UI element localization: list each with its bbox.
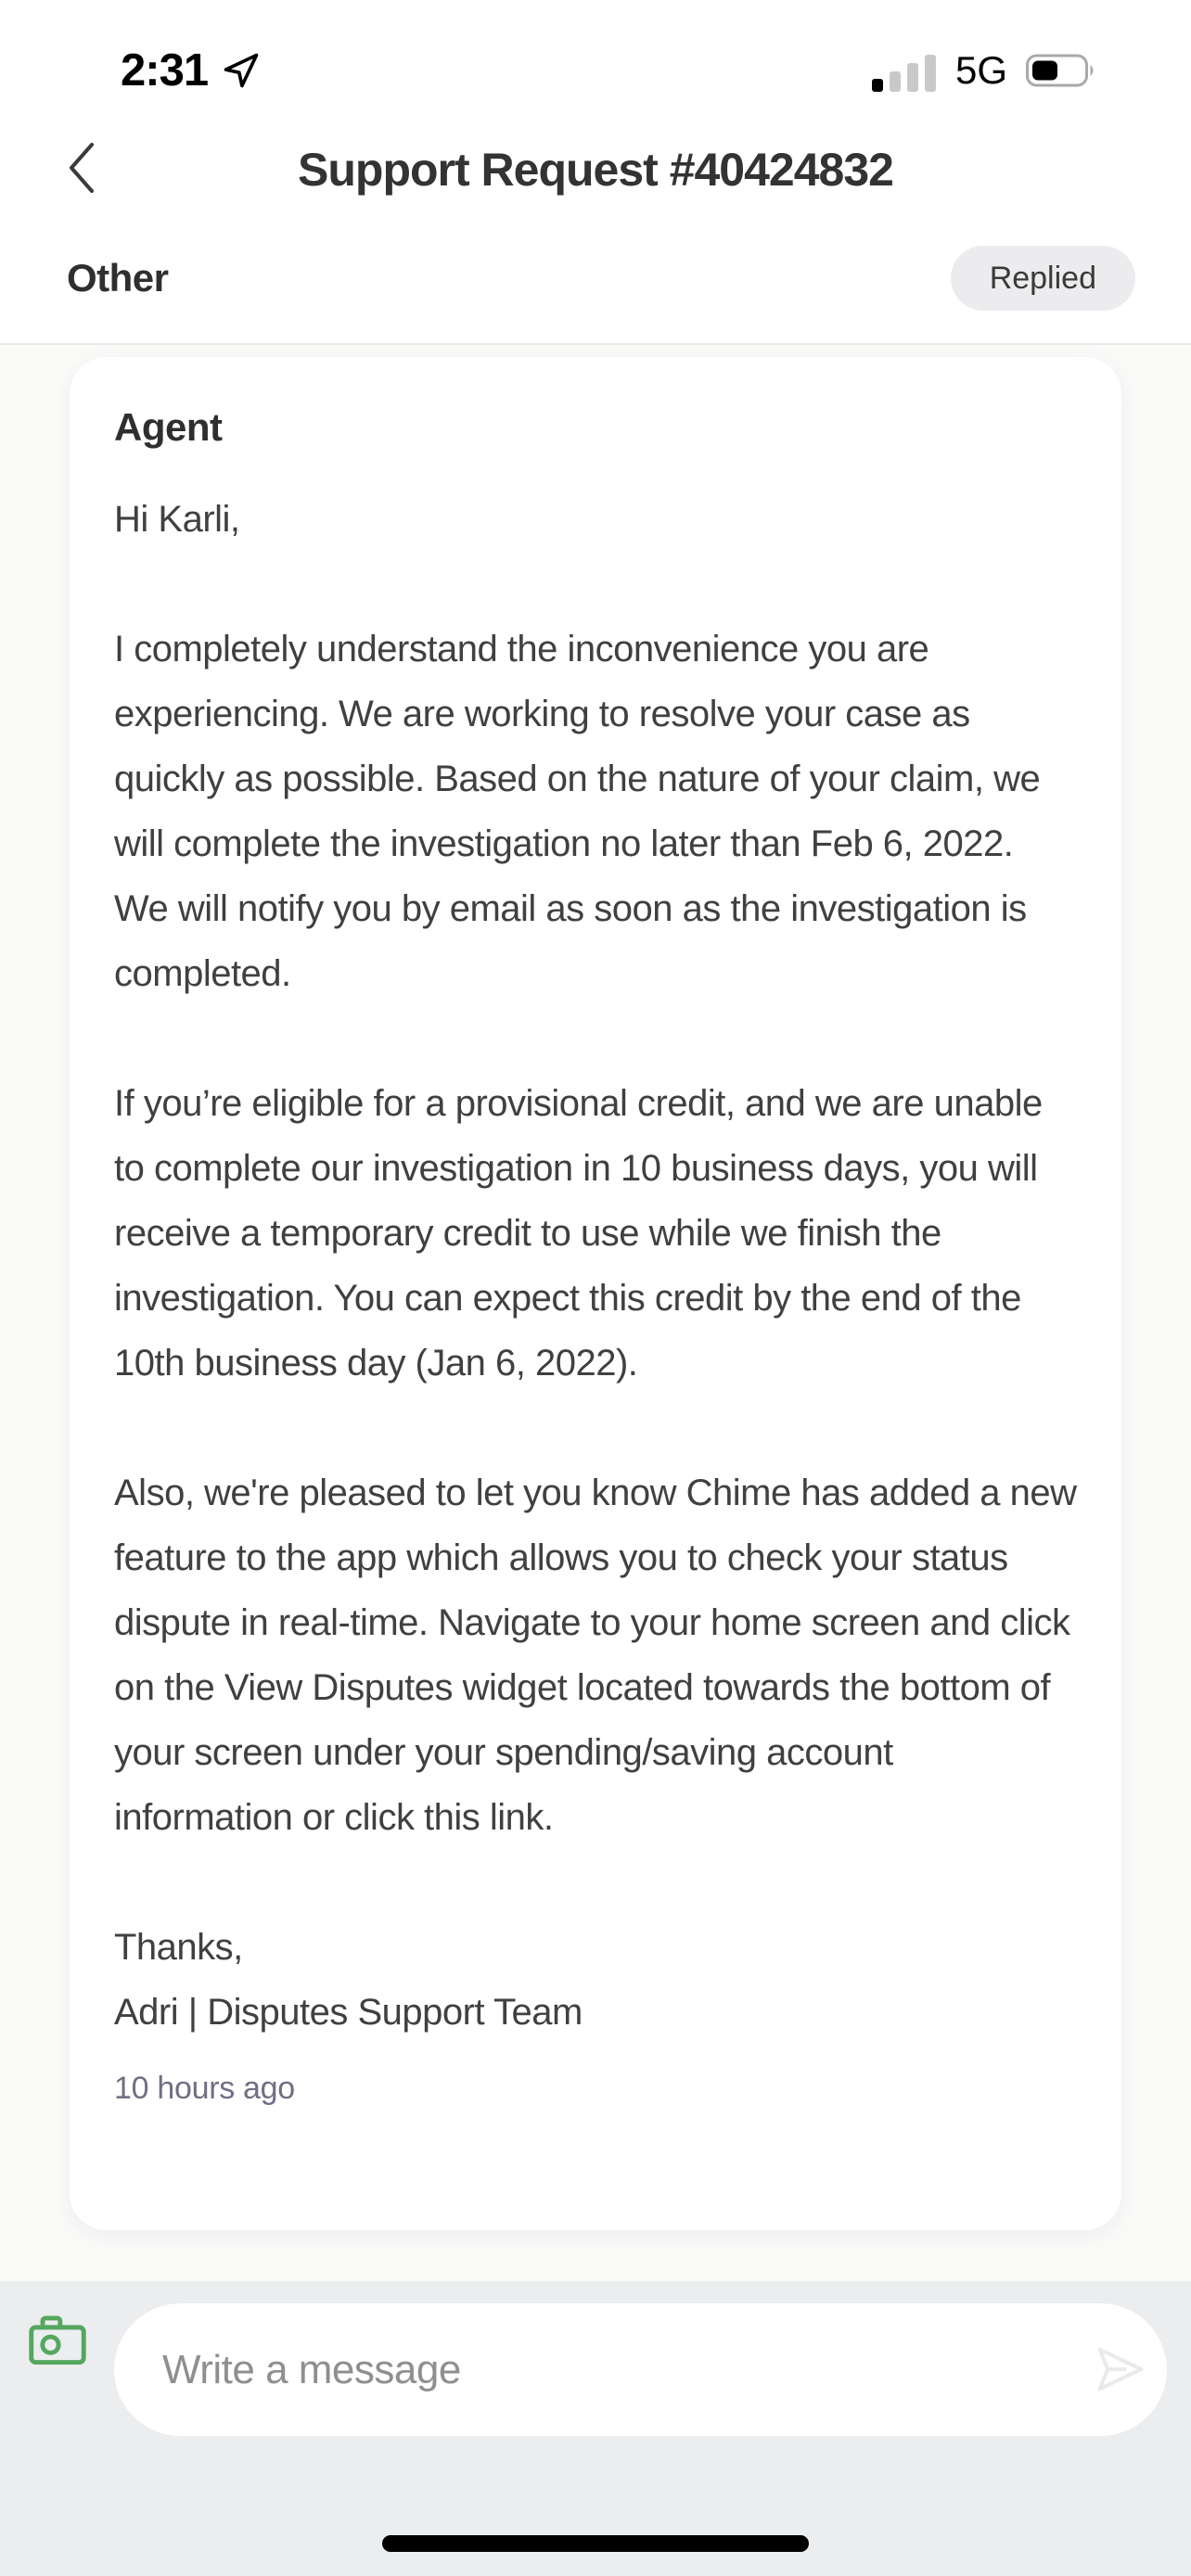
sender-name: Agent — [114, 405, 223, 449]
conversation-scroll-area[interactable] — [0, 345, 1191, 2281]
agent-message-card — [70, 357, 1121, 2230]
ticket-meta-row — [0, 213, 1191, 345]
message-timestamp: 10 hours ago — [114, 2071, 295, 2106]
chevron-left-icon — [64, 139, 99, 197]
message-closing-block — [114, 1915, 1077, 2045]
ticket-category-label: Other — [67, 256, 169, 300]
message-closing: Thanks, — [114, 1927, 243, 1968]
message-signature: Adri | Disputes Support Team — [114, 1992, 583, 2033]
status-bar-left — [121, 45, 262, 96]
location-arrow-icon — [221, 50, 262, 91]
status-badge: Replied — [951, 246, 1135, 311]
back-button[interactable] — [54, 134, 109, 201]
camera-icon — [28, 2311, 87, 2370]
message-composer — [0, 2281, 1191, 2576]
network-type-label: 5G — [954, 48, 1007, 92]
message-paragraph: Also, we're pleased to let you know Chime has added a new feature to the app which allows you to check your status dispute in real-time. Navigate to your home screen and click on the View Disputes widget located towards the bottom of your screen under your spending/saving account information or click this link. — [114, 1473, 1077, 1838]
nav-bar — [0, 125, 1191, 213]
message-greeting: Hi Karli, — [114, 499, 240, 540]
cellular-signal-icon — [872, 49, 937, 92]
send-button[interactable] — [1089, 2340, 1146, 2398]
status-bar-right — [872, 48, 1098, 93]
home-indicator[interactable] — [382, 2535, 809, 2552]
battery-icon — [1026, 53, 1098, 88]
page-title: Support Request #40424832 — [298, 143, 893, 196]
message-input-pill — [114, 2303, 1167, 2436]
message-paragraph: If you’re eligible for a provisional credit, and we are unable to complete our investigation in 10 business days, you will receive a temporary credit to use while we finish the investigation. You can expect this credit by the end of the 10th business day (Jan 6, 2022). — [114, 1083, 1043, 1384]
clock-time: 2:31 — [121, 45, 209, 96]
camera-button[interactable] — [28, 2311, 87, 2370]
send-icon — [1089, 2340, 1146, 2398]
status-bar — [0, 0, 1191, 125]
message-input[interactable] — [114, 2347, 1167, 2393]
message-paragraph: I completely understand the inconvenience you are experiencing. We are working to resolve your case as quickly as possible. Based on the nature of your claim, we will complete the investigation no later than Feb 6, 2022. We will notify you by email as soon as the investigation is completed. — [114, 629, 1041, 994]
